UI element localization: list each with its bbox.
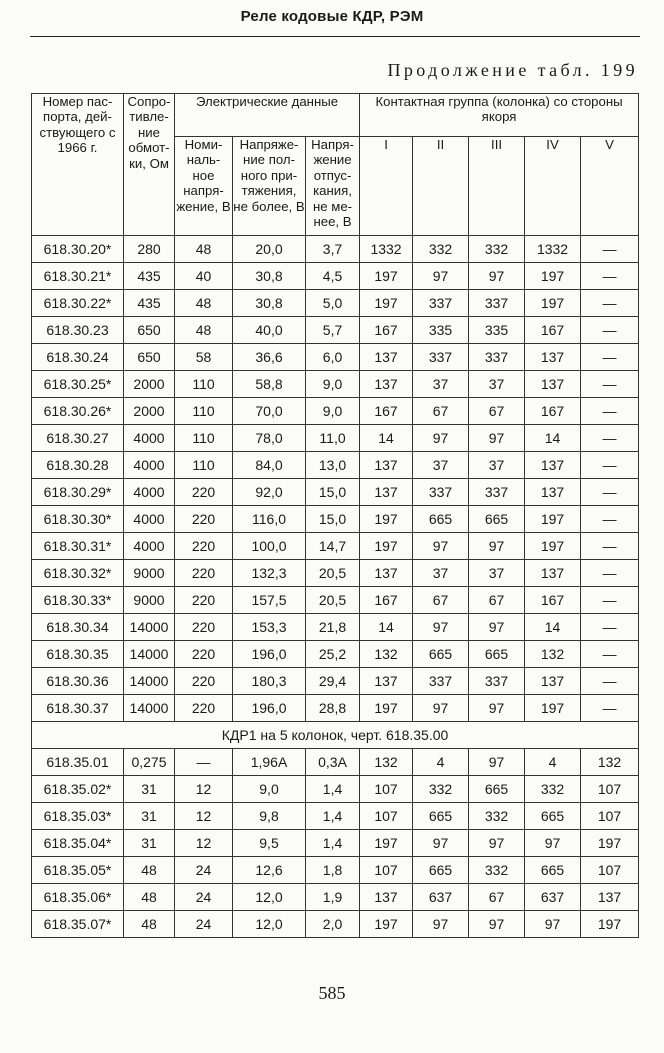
table-cell: 14000 — [124, 641, 175, 668]
table-cell: — — [581, 317, 639, 344]
table-cell: 97 — [413, 614, 469, 641]
passport-number-cell: 618.35.06* — [32, 884, 124, 911]
table-cell: — — [581, 614, 639, 641]
table-row — [32, 290, 639, 317]
table-cell: 137 — [360, 668, 413, 695]
table-cell: 107 — [581, 776, 639, 803]
table-cell: 332 — [469, 803, 525, 830]
table-cell: — — [581, 452, 639, 479]
table-cell: 337 — [469, 290, 525, 317]
table-cell: 153,3 — [233, 614, 306, 641]
section-row — [32, 722, 639, 749]
table-cell: 137 — [360, 560, 413, 587]
table-cell: 30,8 — [233, 290, 306, 317]
table-row — [32, 830, 639, 857]
table-cell: 97 — [413, 533, 469, 560]
table-cell: 92,0 — [233, 479, 306, 506]
table-body-kdr1 — [32, 749, 639, 938]
table-cell: 337 — [413, 668, 469, 695]
passport-number-cell: 618.30.35 — [32, 641, 124, 668]
table-cell: 4 — [525, 749, 581, 776]
table-row — [32, 668, 639, 695]
passport-number-cell: 618.30.34 — [32, 614, 124, 641]
table-cell: — — [581, 506, 639, 533]
table-cell: 9,5 — [233, 830, 306, 857]
table-continuation-label: Продолжение табл. 199 — [387, 60, 638, 80]
table-cell: 107 — [360, 803, 413, 830]
table-cell: 97 — [469, 533, 525, 560]
table-cell: 665 — [469, 641, 525, 668]
table-cell: 9000 — [124, 587, 175, 614]
table-cell: 9,8 — [233, 803, 306, 830]
table-cell: 132 — [581, 749, 639, 776]
table-cell: 37 — [469, 371, 525, 398]
table-row — [32, 344, 639, 371]
table-cell: 107 — [360, 857, 413, 884]
table-cell: 97 — [469, 749, 525, 776]
table-row — [32, 695, 639, 722]
table-row — [32, 641, 639, 668]
table-cell: 220 — [175, 533, 233, 560]
table-cell: 116,0 — [233, 506, 306, 533]
table-cell: 97 — [469, 425, 525, 452]
table-cell: 58 — [175, 344, 233, 371]
table-cell: 24 — [175, 884, 233, 911]
table-cell: 37 — [469, 560, 525, 587]
table-cell: 67 — [413, 587, 469, 614]
table-cell: 167 — [525, 398, 581, 425]
table-cell: 137 — [360, 452, 413, 479]
table-cell: 14 — [525, 614, 581, 641]
table-cell: 337 — [413, 479, 469, 506]
table-cell: 31 — [124, 830, 175, 857]
passport-number-cell: 618.30.33* — [32, 587, 124, 614]
table-cell: 9000 — [124, 560, 175, 587]
table-cell: — — [581, 560, 639, 587]
passport-number-cell: 618.30.31* — [32, 533, 124, 560]
table-cell: 0,275 — [124, 749, 175, 776]
table-cell: 1,8 — [306, 857, 360, 884]
table-cell: 20,5 — [306, 560, 360, 587]
table-cell: 197 — [360, 911, 413, 938]
table-row — [32, 776, 639, 803]
passport-number-cell: 618.30.22* — [32, 290, 124, 317]
table-cell: — — [581, 587, 639, 614]
table-cell: 5,7 — [306, 317, 360, 344]
table-cell: 5,0 — [306, 290, 360, 317]
table-cell: 665 — [525, 803, 581, 830]
table-cell: 30,8 — [233, 263, 306, 290]
table-cell: 137 — [360, 344, 413, 371]
table-cell: 1,4 — [306, 830, 360, 857]
table-cell: 137 — [525, 371, 581, 398]
table-cell: 197 — [360, 506, 413, 533]
table-cell: 110 — [175, 452, 233, 479]
table-cell: 4000 — [124, 533, 175, 560]
table-cell: 97 — [469, 695, 525, 722]
table-cell: 197 — [360, 263, 413, 290]
table-cell: 97 — [525, 830, 581, 857]
table-row — [32, 371, 639, 398]
table-cell: — — [581, 236, 639, 263]
table-cell: — — [581, 344, 639, 371]
table-cell: 2,0 — [306, 911, 360, 938]
passport-number-cell: 618.30.24 — [32, 344, 124, 371]
table-cell: 137 — [360, 884, 413, 911]
table-cell: 197 — [525, 695, 581, 722]
table-cell: 12,0 — [233, 884, 306, 911]
table-cell: 197 — [525, 506, 581, 533]
passport-number-cell: 618.30.30* — [32, 506, 124, 533]
passport-number-cell: 618.30.26* — [32, 398, 124, 425]
table-cell: 28,8 — [306, 695, 360, 722]
table-row — [32, 425, 639, 452]
table-cell: 196,0 — [233, 695, 306, 722]
header-rule — [30, 36, 640, 37]
table-row — [32, 452, 639, 479]
header-release-voltage: Напря- жение отпус- кания, не ме- нее, В — [306, 137, 360, 236]
table-cell: 97 — [413, 263, 469, 290]
table-cell: 97 — [413, 695, 469, 722]
table-cell: 24 — [175, 857, 233, 884]
table-cell: 332 — [413, 236, 469, 263]
table-cell: 4 — [413, 749, 469, 776]
table-cell: 14000 — [124, 614, 175, 641]
passport-number-cell: 618.30.21* — [32, 263, 124, 290]
table-cell: 12 — [175, 830, 233, 857]
table-cell: 167 — [525, 317, 581, 344]
table-cell: 40 — [175, 263, 233, 290]
relay-data-table — [31, 93, 639, 938]
table-cell: 110 — [175, 398, 233, 425]
table-cell: — — [581, 371, 639, 398]
table-cell: 37 — [413, 452, 469, 479]
table-cell: 4000 — [124, 425, 175, 452]
table-row — [32, 749, 639, 776]
table-cell: 132 — [360, 749, 413, 776]
table-cell: 107 — [581, 803, 639, 830]
table-row — [32, 884, 639, 911]
table-cell: 29,4 — [306, 668, 360, 695]
table-cell: 650 — [124, 317, 175, 344]
table-cell: 167 — [525, 587, 581, 614]
table-cell: 20,5 — [306, 587, 360, 614]
table-cell: 137 — [525, 452, 581, 479]
table-cell: 665 — [525, 857, 581, 884]
table-cell: 1332 — [360, 236, 413, 263]
table-cell: 67 — [469, 398, 525, 425]
table-cell: 4000 — [124, 506, 175, 533]
table-cell: 197 — [360, 695, 413, 722]
header-electrical-data: Электрические данные — [175, 94, 360, 137]
table-cell: 25,2 — [306, 641, 360, 668]
table-row — [32, 317, 639, 344]
table-cell: 1,9 — [306, 884, 360, 911]
table-cell: 6,0 — [306, 344, 360, 371]
table-cell: 15,0 — [306, 479, 360, 506]
table-cell: — — [581, 641, 639, 668]
table-cell: 21,8 — [306, 614, 360, 641]
table-cell: 14 — [360, 425, 413, 452]
table-cell: 4000 — [124, 479, 175, 506]
table-cell: 332 — [469, 236, 525, 263]
table-row — [32, 398, 639, 425]
header-passport-number: Номер пас- порта, дей- ствующего с 1966 г. — [32, 94, 124, 236]
table-cell: 48 — [175, 236, 233, 263]
header-contact-group: Контактная группа (колонка) со стороны якоря — [360, 94, 639, 137]
table-cell: 435 — [124, 290, 175, 317]
table-cell: 24 — [175, 911, 233, 938]
passport-number-cell: 618.30.25* — [32, 371, 124, 398]
table-cell: 107 — [360, 776, 413, 803]
table-cell: 337 — [469, 668, 525, 695]
table-cell: 637 — [525, 884, 581, 911]
passport-number-cell: 618.30.27 — [32, 425, 124, 452]
table-cell: 137 — [525, 344, 581, 371]
table-cell: 12 — [175, 776, 233, 803]
table-cell: 665 — [469, 776, 525, 803]
table-cell: 197 — [581, 830, 639, 857]
table-row — [32, 911, 639, 938]
table-cell: 197 — [360, 533, 413, 560]
table-cell: 37 — [469, 452, 525, 479]
table-cell: 220 — [175, 479, 233, 506]
table-cell: — — [581, 479, 639, 506]
table-cell: 12,0 — [233, 911, 306, 938]
table-cell: 132 — [525, 641, 581, 668]
table-cell: 2000 — [124, 398, 175, 425]
section-title: КДР1 на 5 колонок, черт. 618.35.00 — [32, 722, 639, 749]
table-cell: 4000 — [124, 452, 175, 479]
table-cell: 337 — [413, 290, 469, 317]
table-cell: 220 — [175, 668, 233, 695]
table-cell: 14,7 — [306, 533, 360, 560]
table-cell: 48 — [124, 884, 175, 911]
header-contact-col-iv: IV — [525, 137, 581, 236]
passport-number-cell: 618.35.07* — [32, 911, 124, 938]
passport-number-cell: 618.30.32* — [32, 560, 124, 587]
table-cell: 167 — [360, 587, 413, 614]
table-cell: 67 — [469, 587, 525, 614]
table-cell: 167 — [360, 398, 413, 425]
table-cell: 14 — [360, 614, 413, 641]
passport-number-cell: 618.35.03* — [32, 803, 124, 830]
table-cell: 97 — [469, 911, 525, 938]
table-row — [32, 803, 639, 830]
passport-number-cell: 618.30.37 — [32, 695, 124, 722]
table-cell: 220 — [175, 695, 233, 722]
table-row — [32, 479, 639, 506]
table-row — [32, 587, 639, 614]
table-cell: 2000 — [124, 371, 175, 398]
table-cell: 137 — [360, 479, 413, 506]
table-cell: 665 — [413, 641, 469, 668]
table-cell: 435 — [124, 263, 175, 290]
table-cell: 197 — [525, 290, 581, 317]
table-cell: 97 — [469, 614, 525, 641]
table-cell: 137 — [525, 668, 581, 695]
table-cell: 197 — [525, 263, 581, 290]
passport-number-cell: 618.30.29* — [32, 479, 124, 506]
table-cell: 110 — [175, 425, 233, 452]
table-cell: 11,0 — [306, 425, 360, 452]
table-cell: 335 — [469, 317, 525, 344]
table-cell: 665 — [413, 857, 469, 884]
table-cell: 332 — [469, 857, 525, 884]
table-cell: — — [581, 263, 639, 290]
header-contact-col-v: V — [581, 137, 639, 236]
table-cell: 48 — [175, 317, 233, 344]
table-cell: 137 — [525, 560, 581, 587]
table-cell: 40,0 — [233, 317, 306, 344]
page-number: 585 — [318, 983, 346, 1003]
table-cell: 280 — [124, 236, 175, 263]
table-cell: 337 — [469, 344, 525, 371]
table-cell: 31 — [124, 803, 175, 830]
table-cell: 335 — [413, 317, 469, 344]
table-cell: 665 — [469, 506, 525, 533]
table-cell: 137 — [360, 371, 413, 398]
table-cell: — — [581, 425, 639, 452]
table-cell: 1,4 — [306, 803, 360, 830]
header-contact-col-i: I — [360, 137, 413, 236]
table-cell: 137 — [525, 479, 581, 506]
table-cell: 58,8 — [233, 371, 306, 398]
header-contact-col-iii: III — [469, 137, 525, 236]
table-row — [32, 614, 639, 641]
table-cell: 180,3 — [233, 668, 306, 695]
table-cell: 197 — [360, 830, 413, 857]
table-cell: 36,6 — [233, 344, 306, 371]
table-cell: 48 — [124, 911, 175, 938]
table-cell: 9,0 — [233, 776, 306, 803]
table-cell: 97 — [413, 830, 469, 857]
table-cell: 220 — [175, 560, 233, 587]
passport-number-cell: 618.35.01 — [32, 749, 124, 776]
table-cell: 48 — [124, 857, 175, 884]
table-cell: 132 — [360, 641, 413, 668]
table-cell: 197 — [360, 290, 413, 317]
table-cell: 650 — [124, 344, 175, 371]
table-cell: — — [581, 533, 639, 560]
table-cell: 132,3 — [233, 560, 306, 587]
table-cell: 67 — [413, 398, 469, 425]
table-row — [32, 263, 639, 290]
table-cell: 48 — [175, 290, 233, 317]
table-cell: — — [581, 398, 639, 425]
header-pickup-voltage: Напряже- ние пол- ного при- тяжения, не более, В — [233, 137, 306, 236]
table-cell: 665 — [413, 803, 469, 830]
table-cell: 14000 — [124, 695, 175, 722]
passport-number-cell: 618.30.36 — [32, 668, 124, 695]
table-cell: — — [175, 749, 233, 776]
table-cell: 332 — [413, 776, 469, 803]
table-cell: 220 — [175, 614, 233, 641]
table-cell: 1,96А — [233, 749, 306, 776]
passport-number-cell: 618.35.02* — [32, 776, 124, 803]
table-cell: 1332 — [525, 236, 581, 263]
table-cell: 31 — [124, 776, 175, 803]
running-header-title: Реле кодовые КДР, РЭМ — [240, 8, 424, 25]
table-cell: 12 — [175, 803, 233, 830]
table-cell: 220 — [175, 587, 233, 614]
table-cell: 4,5 — [306, 263, 360, 290]
table-cell: 337 — [469, 479, 525, 506]
table-cell: 97 — [525, 911, 581, 938]
table-cell: — — [581, 695, 639, 722]
table-row — [32, 560, 639, 587]
table-cell: 157,5 — [233, 587, 306, 614]
table-body-kdr — [32, 236, 639, 722]
header-nominal-voltage: Номи- наль- ное напря- жение, В — [175, 137, 233, 236]
table-cell: 9,0 — [306, 398, 360, 425]
table-cell: 100,0 — [233, 533, 306, 560]
table-cell: — — [581, 668, 639, 695]
passport-number-cell: 618.35.05* — [32, 857, 124, 884]
table-cell: 665 — [413, 506, 469, 533]
header-contact-col-ii: II — [413, 137, 469, 236]
passport-number-cell: 618.35.04* — [32, 830, 124, 857]
table-cell: 20,0 — [233, 236, 306, 263]
table-cell: 97 — [413, 911, 469, 938]
table-cell: 0,3А — [306, 749, 360, 776]
table-cell: 37 — [413, 371, 469, 398]
table-cell: 1,4 — [306, 776, 360, 803]
table-row — [32, 506, 639, 533]
table-cell: 196,0 — [233, 641, 306, 668]
table-cell: 14000 — [124, 668, 175, 695]
table-cell: 332 — [525, 776, 581, 803]
table-cell: 70,0 — [233, 398, 306, 425]
passport-number-cell: 618.30.23 — [32, 317, 124, 344]
table-cell: 637 — [413, 884, 469, 911]
table-cell: 110 — [175, 371, 233, 398]
table-cell: 337 — [413, 344, 469, 371]
table-cell: 78,0 — [233, 425, 306, 452]
table-row — [32, 533, 639, 560]
table-cell: 220 — [175, 506, 233, 533]
table-cell: 107 — [581, 857, 639, 884]
table-cell: 97 — [469, 830, 525, 857]
table-cell: 12,6 — [233, 857, 306, 884]
table-cell: 37 — [413, 560, 469, 587]
table-cell: 167 — [360, 317, 413, 344]
table-cell: 84,0 — [233, 452, 306, 479]
table-section-kdr1 — [32, 722, 639, 749]
table-cell: 97 — [469, 263, 525, 290]
passport-number-cell: 618.30.28 — [32, 452, 124, 479]
table-row — [32, 236, 639, 263]
table-cell: 9,0 — [306, 371, 360, 398]
passport-number-cell: 618.30.20* — [32, 236, 124, 263]
table-cell: 220 — [175, 641, 233, 668]
table-cell: 137 — [581, 884, 639, 911]
table-cell: 3,7 — [306, 236, 360, 263]
table-cell: 97 — [413, 425, 469, 452]
table-cell: 197 — [525, 533, 581, 560]
table-cell: 15,0 — [306, 506, 360, 533]
table-cell: 13,0 — [306, 452, 360, 479]
table-cell: 67 — [469, 884, 525, 911]
table-row — [32, 857, 639, 884]
table-cell: 14 — [525, 425, 581, 452]
header-winding-resistance: Сопро- тивле- ние обмот- ки, Ом — [124, 94, 175, 236]
table-cell: 197 — [581, 911, 639, 938]
table-cell: — — [581, 290, 639, 317]
